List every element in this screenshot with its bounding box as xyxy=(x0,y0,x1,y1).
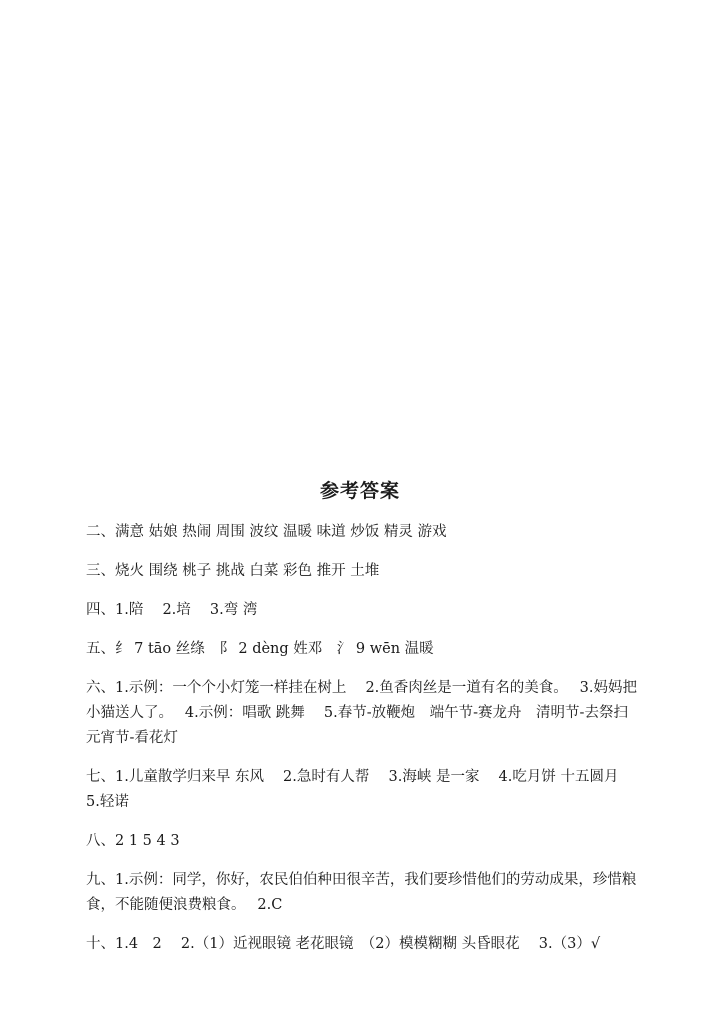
answer-section-3: 三、烧火 围绕 桃子 挑战 白菜 彩色 推开 土堆 xyxy=(86,563,380,579)
answer-list xyxy=(86,520,646,971)
answer-section-9: 九、1.示例：同学，你好，农民伯伯种田很辛苦，我们要珍惜他们的劳动成果，珍惜粮食，不能随便浪费粮食。 2.C xyxy=(86,872,637,913)
answer-section-5: 五、纟 7 tāo 丝绦 阝 2 dèng 姓邓 氵 9 wēn 温暖 xyxy=(86,641,434,657)
answer-key-title: 参考答案 xyxy=(319,480,400,502)
answer-section-7: 七、1.儿童散学归来早 东风 2.急时有人帮 3.海峡 是一家 4.吃月饼 十五圆月 5.轻诺 xyxy=(86,769,638,810)
answer-section-8: 八、2 1 5 4 3 xyxy=(86,833,180,849)
answer-section-10: 十、1.4 2 2.（1）近视眼镜 老花眼镜 （2）模模糊糊 头昏眼花 3.（3）√ xyxy=(86,936,601,952)
answer-section-6: 六、1.示例：一个个小灯笼一样挂在树上 2.鱼香肉丝是一道有名的美食。 3.妈妈把小猫送人了。 4.示例：唱歌 跳舞 5.春节-放鞭炮 端午节-赛龙舟 清明节-去祭扫 元宵节-看花灯 xyxy=(86,680,643,746)
answer-section-2: 二、满意 姑娘 热闹 周围 波纹 温暖 味道 炒饭 精灵 游戏 xyxy=(86,524,447,540)
answer-section-4: 四、1.陪 2.培 3.弯 湾 xyxy=(86,602,258,618)
